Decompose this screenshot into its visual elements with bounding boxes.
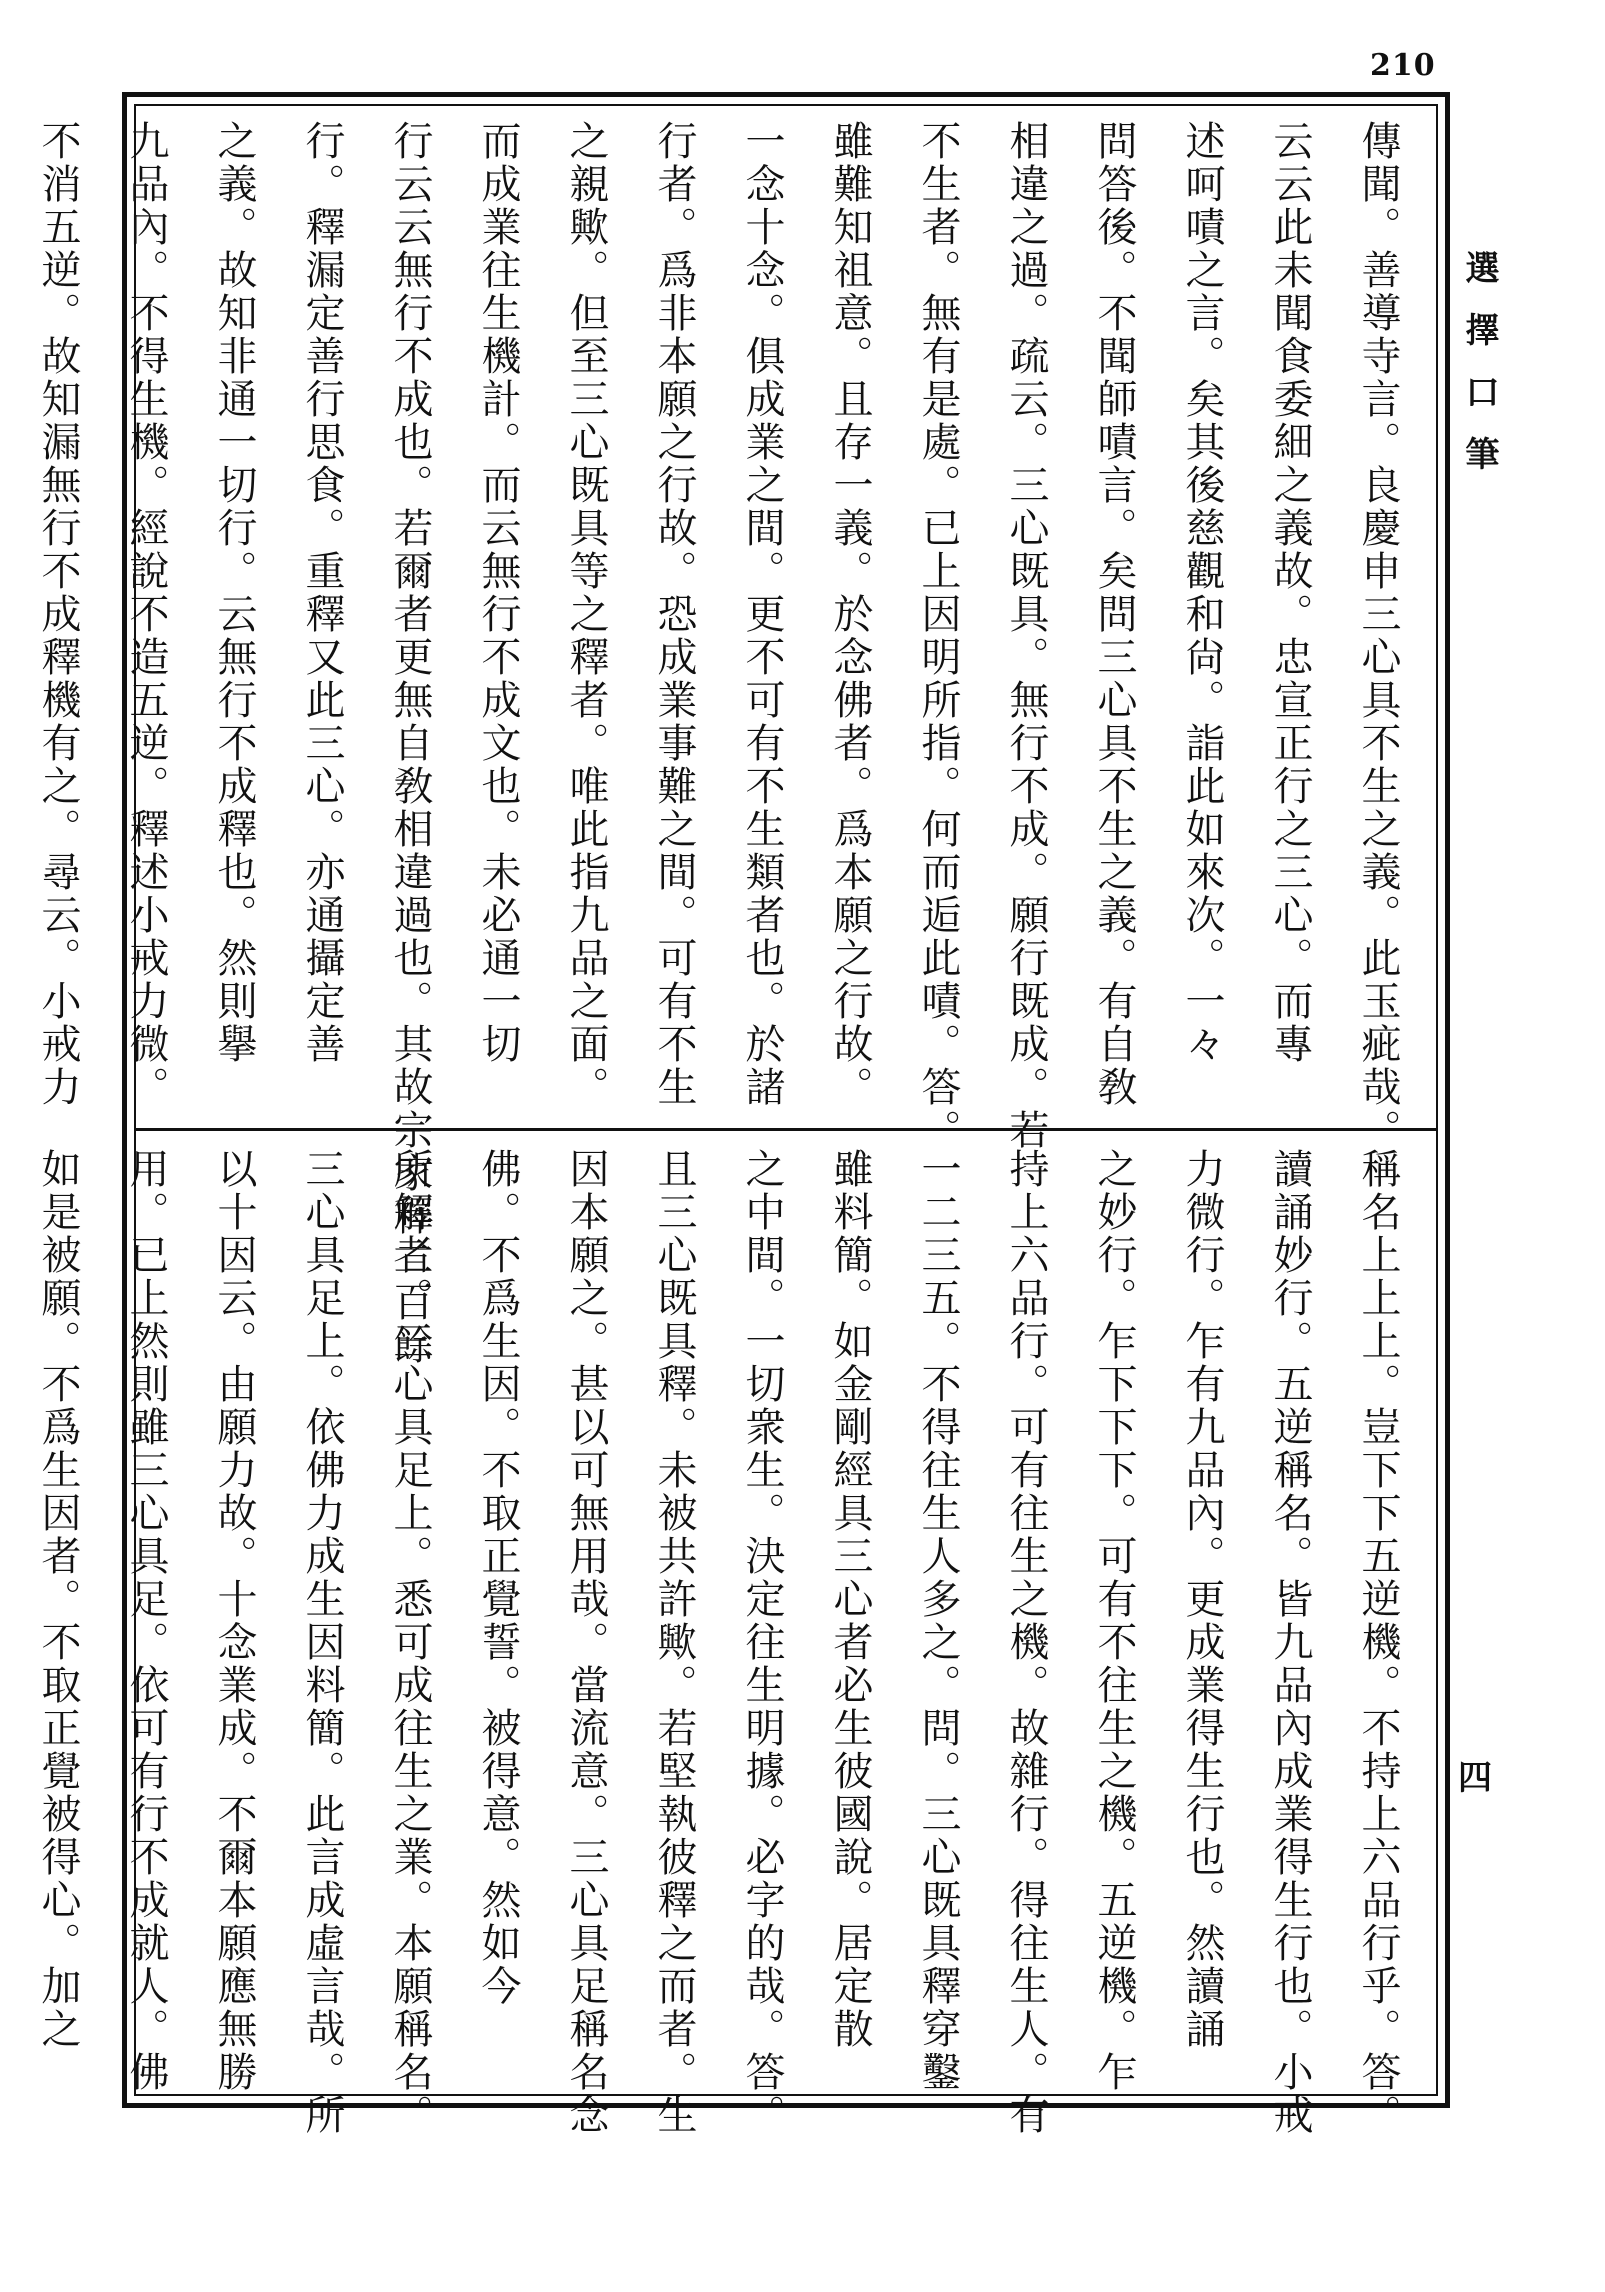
text-column: 讀誦妙行。五逆稱名。皆九品內成業得生行也。小戒: [1267, 1148, 1313, 2137]
text-column: 如是被願。不爲生因者。不取正覺被得心。加之: [35, 1148, 81, 2051]
text-column: 不消五逆。故知漏無行不成釋機有之。尋云。小戒力: [35, 120, 81, 1109]
text-column: 因本願之。甚以可無用哉。當流意。三心具足稱名念: [563, 1148, 609, 2137]
text-column: 九品內。不得生機。經說不造五逆。釋述小戒力微。: [123, 120, 169, 1109]
text-column: [0, 1148, 14, 2088]
text-column: 用。已上然則雖三心具足。依可有行不成就人。佛: [123, 1148, 169, 2094]
text-column: 持上六品行。可有往生之機。故雜行。得往生人。有: [1003, 1148, 1049, 2137]
panel-divider: [134, 1128, 1438, 1131]
top-text-panel: [35, 120, 1422, 1367]
text-column: 行。釋漏定善行思食。重釋又此三心。亦通攝定善: [299, 120, 345, 1066]
text-column: 行云云無行不成也。若爾者更無自敎相違過也。其故宗家釋二百餘: [387, 120, 433, 1367]
text-column: 力微行。乍有九品內。更成業得生行也。然讀誦: [1179, 1148, 1225, 2051]
text-column: 一念十念。俱成業之間。更不可有不生類者也。於諸: [739, 120, 785, 1109]
side-section-mark: 四: [1458, 1758, 1492, 1798]
text-column: 佛。不爲生因。不取正覺誓。被得意。然如今: [475, 1148, 521, 2008]
text-column: 稱名上上上。豈下下五逆機。不持上六品行乎。答。: [1355, 1148, 1401, 2137]
text-column: 傳聞。善導寺言。良慶申三心具不生之義。此玉疵哉。: [1355, 120, 1401, 1152]
text-column: 雖難知祖意。且存一義。於念佛者。爲本願之行故。: [827, 120, 873, 1109]
text-column: 相違之過。疏云。三心既具。無行不成。願行既成。若: [1003, 120, 1049, 1152]
side-title: 選擇口筆: [1459, 250, 1499, 498]
text-column: 以十因云。由願力故。十念業成。不爾本願應無勝: [211, 1148, 257, 2094]
text-column: 而成業往生機計。而云無行不成文也。未必通一切: [475, 120, 521, 1066]
text-column: 之中間。一切衆生。決定往生明據。必字的哉。答。: [739, 1148, 785, 2137]
text-column: 述呵嘖之言。矣其後慈觀和尙。詣此如來次。一々: [1179, 120, 1225, 1066]
text-column: 且三心既具釋。未被共許歟。若堅執彼釋之而者。生: [651, 1148, 697, 2137]
text-column: 不生者。無有是處。已上因明所指。何而逅此嘖。答。: [915, 120, 961, 1152]
text-column: 一二三五。不得往生人多之。問。三心既具釋穿鑿: [915, 1148, 961, 2094]
text-column: 三心具足上。依佛力成生因料簡。此言成虛言哉。所: [299, 1148, 345, 2137]
text-column: 之妙行。乍下下下。可有不往生之機。五逆機。乍: [1091, 1148, 1137, 2094]
text-column: 之義。故知非通一切行。云無行不成釋也。然則擧: [211, 120, 257, 1066]
text-column: [0, 120, 14, 1110]
text-column: 問答後。不聞師嘖言。矣問三心具不生之義。有自敎: [1091, 120, 1137, 1109]
text-column: 所解者。三心具足上。悉可成往生之業。本願稱名。: [387, 1148, 433, 2137]
page-number: 210: [1370, 48, 1436, 83]
text-column: 行者。爲非本願之行故。恐成業事難之間。可有不生: [651, 120, 697, 1109]
text-column: 雖料簡。如金剛經具三心者必生彼國說。居定散: [827, 1148, 873, 2051]
text-column: 云云此未聞食委細之義故。忠宣正行之三心。而專: [1267, 120, 1313, 1066]
bottom-text-panel: [35, 1148, 1422, 2137]
text-column: 之親歟。但至三心既具等之釋者。唯此指九品之面。: [563, 120, 609, 1109]
